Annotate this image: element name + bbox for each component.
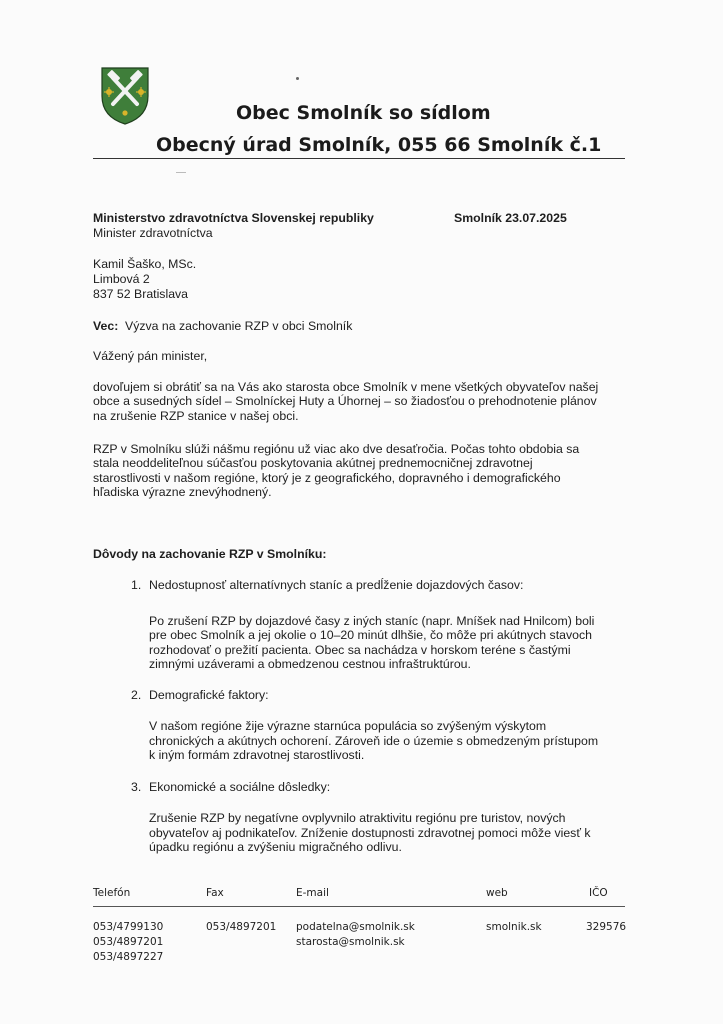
recipient-street: Limbová 2 xyxy=(93,272,150,286)
paragraph-line: RZP v Smolníku slúži nášmu regiónu už viac ako dve desaťročia. Počas tohto obdobia sa xyxy=(93,442,580,456)
reason-title: Nedostupnosť alternatívnych staníc a predĺženie dojazdových časov: xyxy=(149,578,524,592)
footer-ico: 329576 xyxy=(586,921,627,933)
salutation: Vážený pán minister, xyxy=(93,349,208,363)
reason-body-line: pre obec Smolník a jej okolie o 10–20 minút dlhšie, čo môže pri akútnych stavoch xyxy=(149,628,592,642)
subject-label: Vec: xyxy=(93,319,119,333)
footer-divider xyxy=(93,906,625,907)
letterhead-title: Obec Smolník so sídlom xyxy=(236,102,491,124)
footer-email[interactable]: starosta@smolnik.sk xyxy=(296,936,405,948)
reason-body-line: Zrušenie RZP by negatívne ovplyvnilo atraktivitu regiónu pre turistov, nových xyxy=(149,811,566,825)
reason-title: Ekonomické a sociálne dôsledky: xyxy=(149,780,331,794)
paragraph-line: hľadiska výrazne znevýhodnený. xyxy=(93,485,272,499)
recipient-city: 837 52 Bratislava xyxy=(93,287,189,301)
coat-of-arms-icon xyxy=(100,66,150,126)
reason-body-line: obyvateľov aj podnikateľov. Zníženie dostupnosti zdravotnej pomoci môže viesť k xyxy=(149,826,591,840)
reason-title: Demografické faktory: xyxy=(149,688,269,702)
paragraph-line: dovoľujem si obrátiť sa na Vás ako starosta obce Smolník v mene všetkých obyvateľov našej xyxy=(93,380,599,394)
reasons-heading: Dôvody na zachovanie RZP v Smolníku: xyxy=(93,547,327,561)
paragraph-line: starostlivosti v našom regióne, ktorý je z geografického, dopravného i demografického xyxy=(93,471,561,485)
footer-web[interactable]: smolnik.sk xyxy=(486,921,542,933)
paragraph-line: na zrušenie RZP stanice v našej obci. xyxy=(93,409,299,423)
footer-phone-label: Telefón xyxy=(93,887,131,899)
reason-body-line: úpadku regiónu a zvýšeniu migračného odlivu. xyxy=(149,840,402,854)
recipient-title: Minister zdravotníctva xyxy=(93,226,213,240)
footer-phone: 053/4799130 xyxy=(93,921,164,933)
scan-speck xyxy=(296,77,299,80)
reason-body-line: Po zrušení RZP by dojazdové časy z iných staníc (napr. Mníšek nad Hnilcom) boli xyxy=(149,614,595,628)
reason-body-line: zimnými uzáverami a obmedzenou cestnou infraštruktúrou. xyxy=(149,657,471,671)
footer-email-label: E-mail xyxy=(296,887,329,899)
paragraph-line: obce a susedných sídel – Smolníckej Huty a Úhornej – so žiadosťou o prehodnotenie plánov xyxy=(93,394,597,408)
reason-body-line: V našom regióne žije výrazne starnúca populácia so zvýšeným výskytom xyxy=(149,719,547,733)
footer-phone: 053/4897227 xyxy=(93,951,164,963)
letterhead-address: Obecný úrad Smolník, 055 66 Smolník č.1 xyxy=(156,134,602,156)
footer-fax-label: Fax xyxy=(206,887,224,899)
recipient-org: Ministerstvo zdravotníctva Slovenskej republiky xyxy=(93,211,374,225)
letter-date: Smolník 23.07.2025 xyxy=(454,211,567,225)
footer-email[interactable]: podatelna@smolnik.sk xyxy=(296,921,415,933)
letterhead-divider xyxy=(93,158,625,159)
scan-mark xyxy=(176,172,186,173)
reason-number: 2. xyxy=(131,688,142,702)
paragraph-line: stala neoddeliteľnou súčasťou poskytovania akútnej prednemocničnej zdravotnej xyxy=(93,456,533,470)
reason-number: 1. xyxy=(131,578,142,592)
reason-body-line: chronických a akútnych ochorení. Zároveň ide o územie s obmedzeným prístupom xyxy=(149,734,599,748)
footer-ico-label: IČO xyxy=(589,887,608,899)
recipient-name: Kamil Šaško, MSc. xyxy=(93,257,197,271)
subject-text: Výzva na zachovanie RZP v obci Smolník xyxy=(125,319,353,333)
footer-phone: 053/4897201 xyxy=(93,936,164,948)
footer-web-label: web xyxy=(486,887,508,899)
reason-number: 3. xyxy=(131,780,142,794)
reason-body-line: k iným formám zdravotnej starostlivosti. xyxy=(149,748,365,762)
reason-body-line: rozhodovať o prežití pacienta. Obec sa nachádza v horskom teréne s častými xyxy=(149,643,571,657)
footer-fax: 053/4897201 xyxy=(206,921,277,933)
